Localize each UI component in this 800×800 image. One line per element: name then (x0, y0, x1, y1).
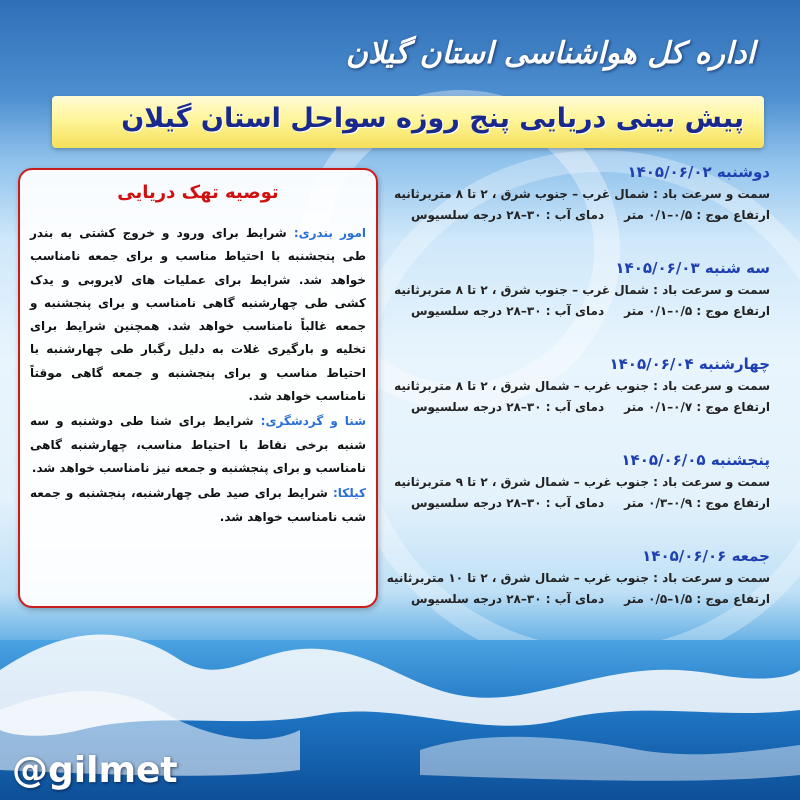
watermark-handle: @gilmet (12, 750, 178, 791)
forecast-wind: سمت و سرعت باد : جنوب غرب – شمال شرق ، ۲ تا ۸ متربرثانیه (394, 379, 770, 393)
advice-title: توصیه تهک دریایی (117, 182, 279, 203)
forecast-water-temp: دمای آب : ۳۰–۲۸ درجه سلسیوس (410, 400, 605, 414)
forecast-water-temp: دمای آب : ۳۰–۲۸ درجه سلسیوس (410, 496, 605, 510)
forecast-wind: سمت و سرعت باد : شمال غرب – جنوب شرق ، ۲ تا ۸ متربرثانیه (394, 187, 770, 201)
forecast-day (370, 160, 770, 226)
advice-swim (30, 410, 366, 480)
advice-port-label: امور بندری: (293, 226, 366, 240)
forecast-water-temp: دمای آب : ۳۰–۲۸ درجه سلسیوس (410, 208, 605, 222)
organization-name: اداره کل هواشناسی استان گیلان (345, 36, 755, 71)
advice-fishing-label: کیلکا: (332, 486, 366, 501)
advice-fishing (30, 482, 366, 529)
forecast-day-date: چهارشنبه ۱۴۰۵/۰۶/۰۴ (609, 355, 770, 373)
forecast-wave: ارتفاع موج : ۰/۹–۰/۳ متر (624, 496, 770, 510)
forecast-day-date: سه شنبه ۱۴۰۵/۰۶/۰۳ (615, 259, 770, 277)
forecast-wave: ارتفاع موج : ۱/۵–۰/۵ متر (624, 592, 770, 606)
forecast-wind: سمت و سرعت باد : جنوب غرب – شمال شرق ، ۲ تا ۱۰ متربرثانیه (386, 571, 770, 585)
forecast-day (370, 448, 770, 514)
advice-swim-text: شرایط برای شنا طی دوشنبه و سه شنبه برخی نقاط با احتیاط مناسب، چهارشنبه گاهی نامناسب و برای پنجشنبه و جمعه نیز نامناسب خواهد شد. (30, 414, 366, 475)
forecast-wave: ارتفاع موج : ۰/۵–۰/۱ متر (624, 208, 770, 222)
forecast-day (370, 256, 770, 322)
advice-port (30, 222, 366, 408)
forecast-wave: ارتفاع موج : ۰/۷–۰/۱ متر (624, 400, 770, 414)
page-title: پیش بینی دریایی پنج روزه سواحل استان گیلان (121, 103, 744, 134)
forecast-day (370, 544, 770, 610)
forecast-wind: سمت و سرعت باد : جنوب غرب – شمال شرق ، ۲ تا ۹ متربرثانیه (394, 475, 770, 489)
forecast-water-temp: دمای آب : ۳۰–۲۸ درجه سلسیوس (410, 304, 605, 318)
forecast-day-date: دوشنبه ۱۴۰۵/۰۶/۰۲ (627, 163, 770, 181)
forecast-day-date: پنجشنبه ۱۴۰۵/۰۶/۰۵ (621, 451, 770, 469)
advice-swim-label: شنا و گردشگری: (260, 414, 367, 429)
forecast-day-date: جمعه ۱۴۰۵/۰۶/۰۶ (642, 547, 770, 565)
advice-fishing-text: شرایط برای صید طی چهارشنبه، پنجشنبه و جمعه شب نامناسب خواهد شد. (30, 486, 366, 524)
forecast-water-temp: دمای آب : ۳۰–۲۸ درجه سلسیوس (410, 592, 605, 606)
forecast-day (370, 352, 770, 418)
forecast-wind: سمت و سرعت باد : شمال غرب – جنوب شرق ، ۲ تا ۸ متربرثانیه (394, 283, 770, 297)
forecast-wave: ارتفاع موج : ۰/۵–۰/۱ متر (624, 304, 770, 318)
advice-content (30, 222, 366, 531)
advice-port-text: شرایط برای ورود و خروج کشتی به بندر طی پنجشنبه با احتیاط مناسب و برای جمعه نامناسب خواهد شد. شرایط برای عملیات های لایروبی و یدک کشی طی چهارشنبه گاهی نامناسب و برای پنجشنبه و جمعه غالباً نامناسب خواهد شد. همچنین شرایط برای تخلیه و بارگیری غلات به دلیل رگبار طی چهارشنبه با احتیاط مناسب و برای پنجشنبه و جمعه گاهی موقتاً نامناسب خواهد شد. (30, 226, 366, 404)
